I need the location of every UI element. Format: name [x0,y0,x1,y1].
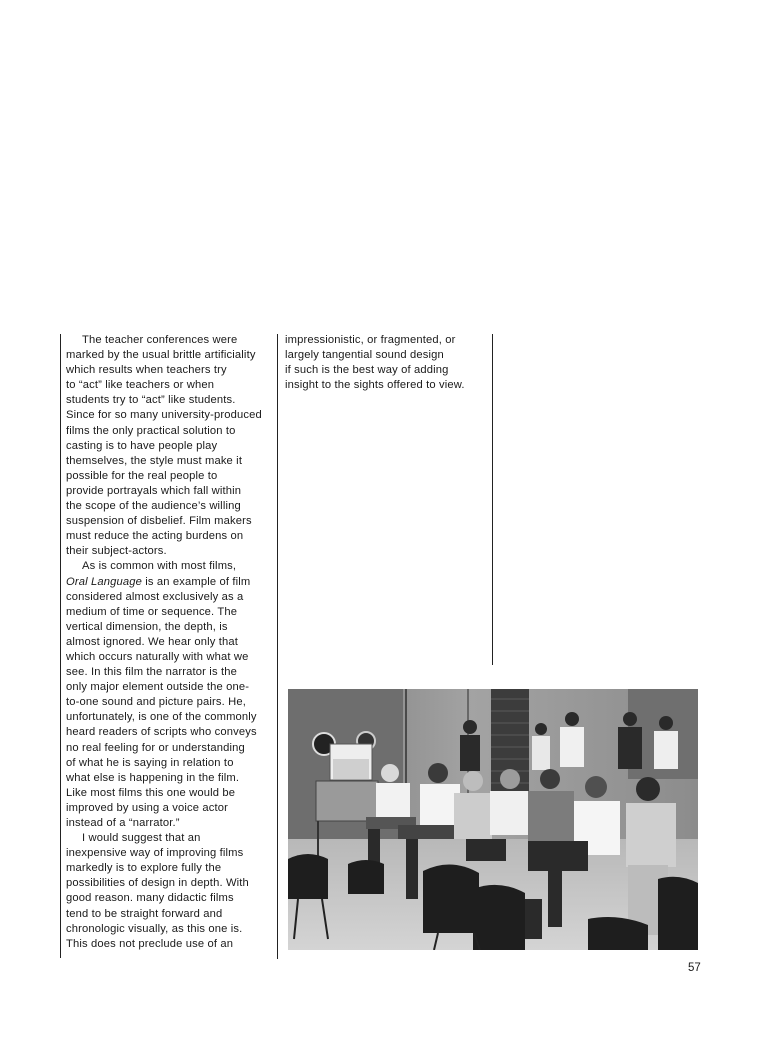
left-line: As is common with most films, [82,560,237,573]
left-line: This does not preclude use of an [66,937,234,950]
left-line: to “act” like teachers or when [66,379,215,392]
left-line: instead of a “narrator.” [66,817,180,829]
left-line: considered almost exclusively as a [66,590,244,603]
left-line: Since for so many university-produced [66,409,262,422]
left-line: themselves, the style must make it [66,454,243,467]
left-line: almost ignored. We hear only that [66,635,239,648]
right-line: impressionistic, or fragmented, or [285,334,456,346]
left-line: students try to “act” like students. [66,394,236,407]
left-line: no real feeling for or understanding [66,741,245,754]
left-line: which occurs naturally with what we [66,650,249,663]
left-line: Like most films this one would be [66,786,236,799]
center-column-rule [277,334,278,959]
right-line: if such is the best way of adding [285,364,449,377]
left-line: casting is to have people play [66,439,218,452]
left-line: markedly is to explore fully the [66,862,222,875]
left-line: suspension of disbelief. Film makers [66,515,252,528]
right-line: largely tangential sound design [285,349,444,362]
left-line: to-one sound and picture pairs. He, [66,696,247,709]
left-line: provide portrayals which fall within [66,484,242,497]
right-line: insight to the sights offered to view. [285,379,465,392]
left-line: medium of time or sequence. The [66,605,238,618]
left-line: their subject-actors. [66,545,167,558]
left-line: see. In this film the narrator is the [66,666,237,679]
left-line [66,575,272,590]
left-line: good reason. many didactic films [66,892,234,905]
left-line: the scope of the audience’s willing [66,500,241,513]
left-line: inexpensive way of improving films [66,847,244,860]
left-line: of what he is saying in relation to [66,756,234,769]
left-line: must reduce the acting burdens on [66,530,244,543]
left-line: marked by the usual brittle artificiality [66,349,256,362]
left-line: tend to be straight forward and [66,907,223,920]
left-line: films the only practical solution to [66,424,236,437]
left-line: I would suggest that an [82,832,201,845]
text-column-right [285,333,490,393]
left-line: vertical dimension, the depth, is [66,620,228,633]
left-line: chronologic visually, as this one is. [66,922,243,935]
film-title: Oral Language [66,575,142,588]
left-line: only major element outside the one- [66,681,250,694]
left-line: which results when teachers try [66,364,227,377]
audience-photo [288,689,698,950]
page-number: 57 [688,962,701,974]
left-line: possibilities of design in depth. With [66,877,249,890]
left-column-rule [60,334,61,958]
left-line: heard readers of scripts who conveys [66,726,257,739]
left-line: improved by using a voice actor [66,801,228,814]
right-column-rule [492,334,493,665]
line-rest: is an example of film [141,575,251,588]
text-column-left [66,333,272,952]
left-line: possible for the real people to [66,469,218,482]
left-line: The teacher conferences were [82,334,238,346]
left-line: what else is happening in the film. [66,771,240,784]
left-line: unfortunately, is one of the commonly [66,711,257,724]
